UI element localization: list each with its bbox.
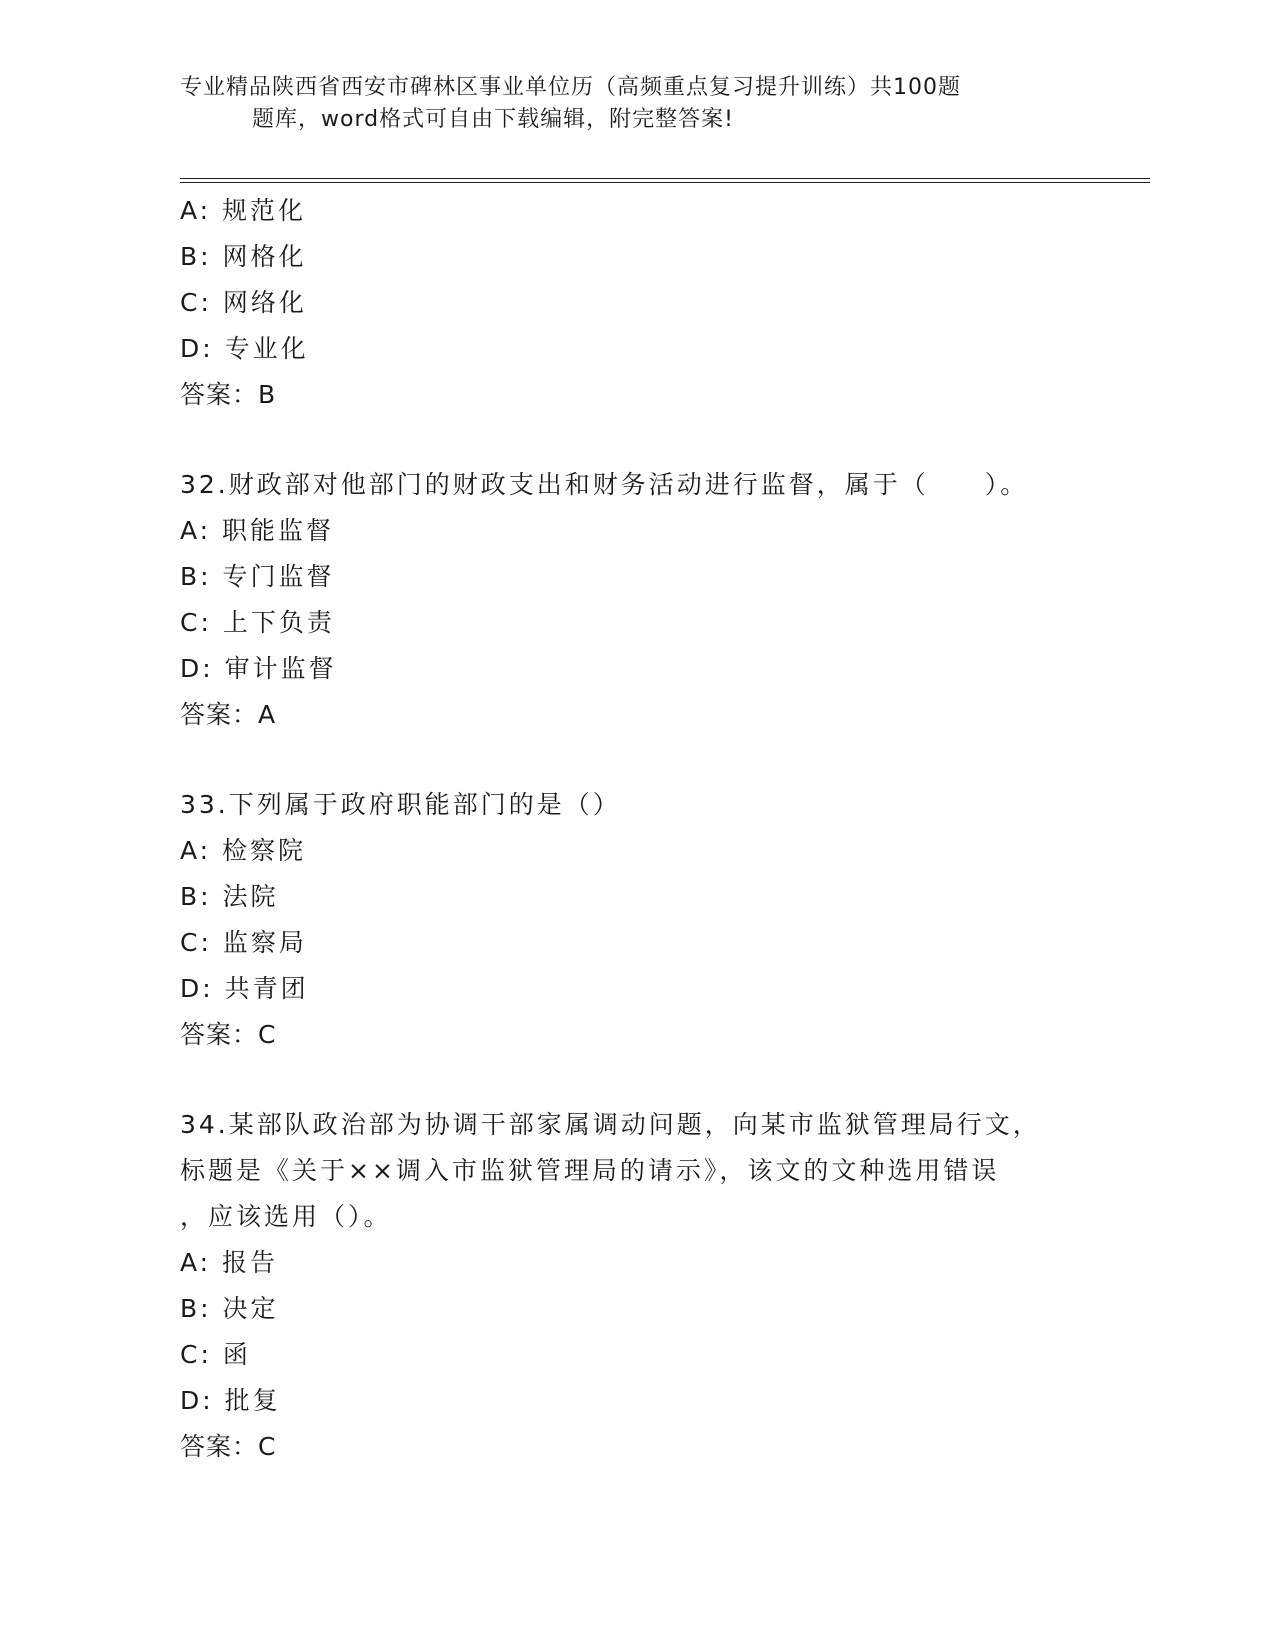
option-a: A: 报告 [180, 1248, 279, 1277]
header-title-line1: 专业精品陕西省西安市碑林区事业单位历（高频重点复习提升训练）共100题 [180, 75, 961, 100]
question-text-line3: ，应该选用（）。 [180, 1202, 392, 1231]
option-d: D: 批复 [180, 1386, 281, 1415]
question-text-line2: 标题是《关于××调入市监狱管理局的请示》，该文的文种选用错误 [180, 1156, 1000, 1185]
header-divider [180, 178, 1150, 183]
option-c: C: 监察局 [180, 928, 307, 957]
answer-line: 答案：C [180, 1432, 277, 1461]
question-content [180, 188, 1080, 1470]
option-c: C: 上下负责 [180, 608, 335, 637]
option-b: B: 决定 [180, 1294, 279, 1323]
option-d: D: 审计监督 [180, 654, 337, 683]
option-d: D: 专业化 [180, 334, 309, 363]
question-block [180, 1102, 1080, 1470]
option-c: C: 函 [180, 1340, 251, 1369]
question-block [180, 462, 1080, 738]
answer-line: 答案：A [180, 700, 277, 729]
option-a: A: 规范化 [180, 196, 307, 225]
question-text-line1: 34.某部队政治部为协调干部家属调动问题，向某市监狱管理局行文， [180, 1110, 1041, 1139]
question-text: 33.下列属于政府职能部门的是（） [180, 790, 621, 819]
question-text: 32.财政部对他部门的财政支出和财务活动进行监督，属于（ ）。 [180, 470, 1029, 499]
option-a: A: 检察院 [180, 836, 307, 865]
header-title-line2: 题库，word格式可自由下载编辑，附完整答案! [252, 107, 734, 132]
page-header [180, 72, 1060, 136]
option-a: A: 职能监督 [180, 516, 335, 545]
answer-line: 答案：B [180, 380, 277, 409]
question-block [180, 188, 1080, 418]
option-b: B: 法院 [180, 882, 279, 911]
option-b: B: 网格化 [180, 242, 307, 271]
option-d: D: 共青团 [180, 974, 309, 1003]
option-c: C: 网络化 [180, 288, 307, 317]
question-block [180, 782, 1080, 1058]
option-b: B: 专门监督 [180, 562, 335, 591]
answer-line: 答案：C [180, 1020, 277, 1049]
